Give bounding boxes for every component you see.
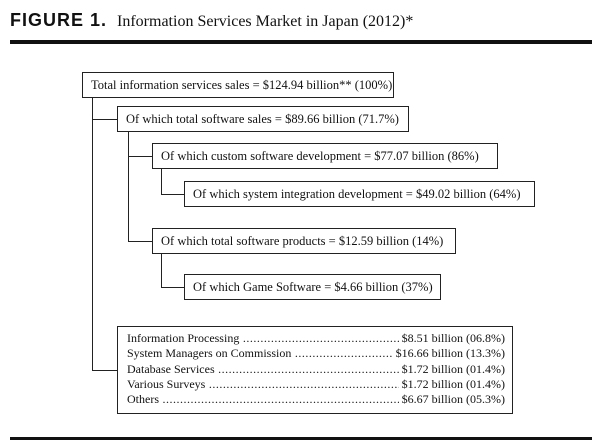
service-name: Various Surveys ..... [127, 377, 399, 392]
services-list [117, 326, 513, 414]
service-value: $6.67 billion (05.3%) [401, 392, 505, 407]
figure-caption: Information Services Market in Japan (2012)* [117, 13, 414, 30]
node-game-software: Of which Game Software = $4.66 billion (37%) [184, 274, 441, 300]
node-system-integration: Of which system integration development = $49.02 billion (64%) [184, 181, 535, 207]
list-item [127, 377, 505, 392]
connector-to-integration [161, 194, 185, 195]
connector-software-vertical [128, 132, 129, 242]
service-name: System Managers on Commission ..... [127, 346, 393, 361]
node-custom-development: Of which custom software development = $77.07 billion (86%) [152, 143, 498, 169]
connector-to-custom [128, 156, 153, 157]
connector-products-vertical [161, 253, 162, 287]
top-rule [10, 40, 592, 44]
service-name: Others ..... [127, 392, 399, 407]
list-item [127, 346, 505, 361]
connector-main-vertical [92, 98, 93, 370]
connector-to-game [161, 287, 185, 288]
service-value: $1.72 billion (01.4%) [401, 361, 505, 376]
bottom-rule [10, 437, 592, 440]
node-software-products: Of which total software products = $12.59 billion (14%) [152, 228, 456, 254]
list-item [127, 392, 505, 407]
service-name: Database Services ..... [127, 362, 399, 377]
connector-to-services [92, 370, 118, 371]
list-item [127, 362, 505, 377]
service-value: $16.66 billion (13.3%) [395, 346, 505, 361]
service-name: Information Processing ..... [127, 331, 399, 346]
figure-label: FIGURE 1. [10, 10, 108, 30]
service-value: $1.72 billion (01.4%) [401, 376, 505, 391]
node-software-sales: Of which total software sales = $89.66 billion (71.7%) [117, 106, 409, 132]
list-item [127, 331, 505, 346]
service-value: $8.51 billion (06.8%) [401, 331, 505, 345]
connector-custom-vertical [161, 168, 162, 194]
figure-title [10, 10, 413, 31]
connector-to-software [92, 119, 118, 120]
connector-to-products [128, 241, 153, 242]
node-total-sales: Total information services sales = $124.94 billion** (100%) [82, 72, 394, 98]
